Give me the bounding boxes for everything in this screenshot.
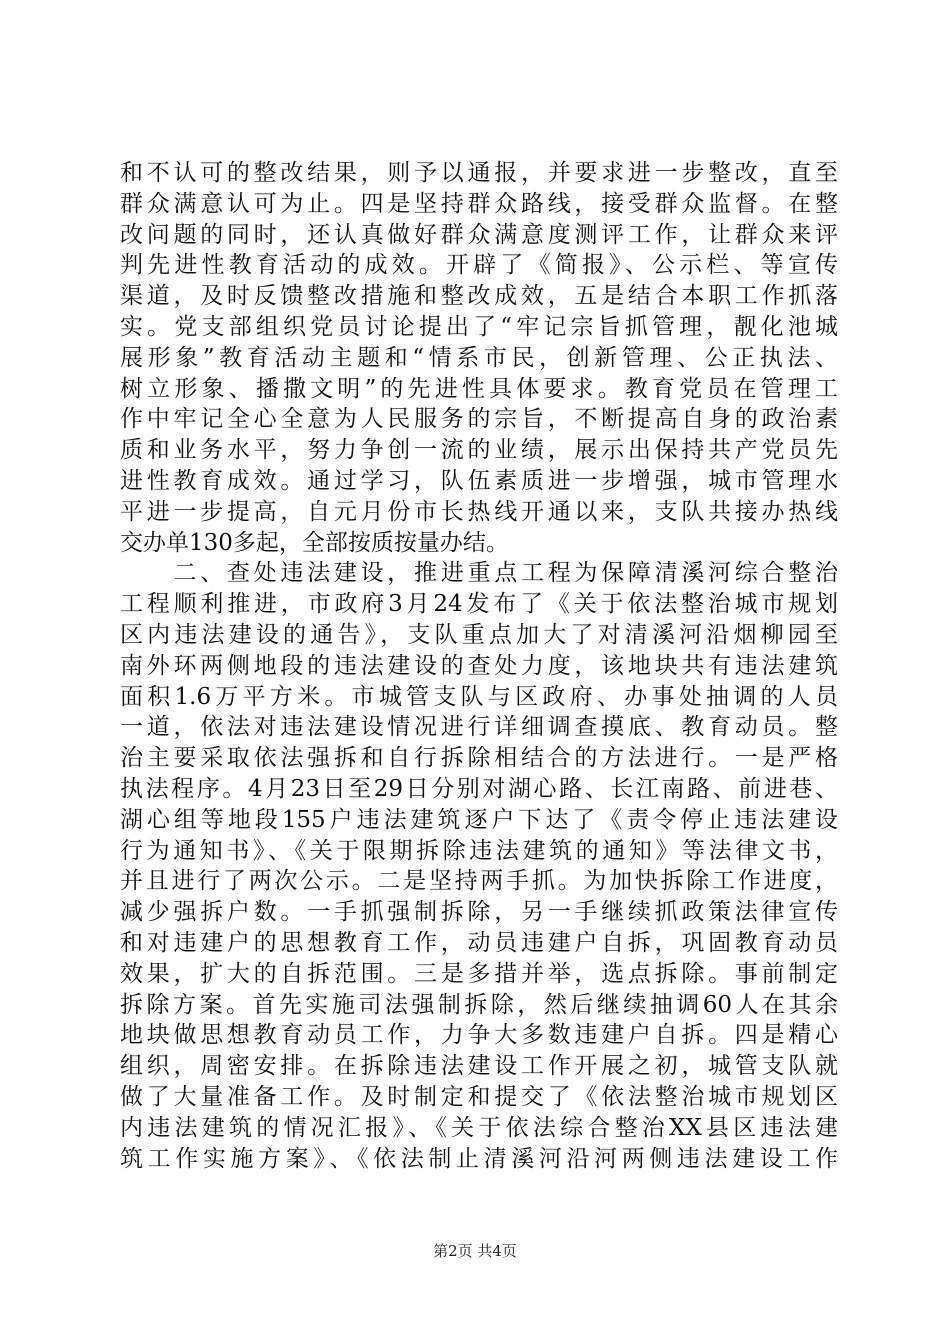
text-line: 湖心组等地段155户违法建筑逐户下达了《责令停止违法建设 bbox=[120, 806, 838, 833]
text-line: 作中牢记全心全意为人民服务的宗旨，不断提高自身的政治素 bbox=[120, 406, 838, 433]
text-line: 群众满意认可为止。四是坚持群众路线，接受群众监督。在整 bbox=[120, 190, 838, 217]
text-line: 执法程序。4月23日至29日分别对湖心路、长江南路、前进巷、 bbox=[120, 775, 838, 802]
text-line: 南外环两侧地段的违法建设的查处力度，该地块共有违法建筑 bbox=[120, 652, 838, 679]
text-line: 内违法建筑的情况汇报》、《关于依法综合整治XX县区违法建 bbox=[120, 1114, 838, 1141]
text-line: 治主要采取依法强拆和自行拆除相结合的方法进行。一是严格 bbox=[120, 745, 838, 772]
text-line: 做了大量准备工作。及时制定和提交了《依法整治城市规划区 bbox=[120, 1083, 838, 1110]
text-line: 地块做思想教育动员工作，力争大多数违建户自拆。四是精心 bbox=[120, 1022, 838, 1049]
document-body bbox=[120, 158, 838, 1174]
text-line: 和对违建户的思想教育工作，动员违建户自拆，巩固教育动员 bbox=[120, 929, 838, 956]
page-number: 第2页 共4页 bbox=[433, 1242, 517, 1260]
text-line: 效果，扩大的自拆范围。三是多措并举，选点拆除。事前制定 bbox=[120, 960, 838, 987]
text-line: 交办单130多起，全部按质按量办结。 bbox=[120, 529, 509, 556]
text-line: 面积1.6万平方米。市城管支队与区政府、办事处抽调的人员 bbox=[120, 683, 838, 710]
text-line: 渠道，及时反馈整改措施和整改成效，五是结合本职工作抓落 bbox=[120, 283, 838, 310]
text-line: 工程顺利推进，市政府3月24发布了《关于依法整治城市规划 bbox=[120, 591, 838, 618]
text-line: 区内违法建设的通告》，支队重点加大了对清溪河沿烟柳园至 bbox=[120, 621, 838, 648]
text-line: 判先进性教育活动的成效。开辟了《简报》、公示栏、等宣传 bbox=[120, 252, 838, 279]
text-line: 质和业务水平，努力争创一流的业绩，展示出保持共产党员先 bbox=[120, 437, 838, 464]
text-line: 进性教育成效。通过学习，队伍素质进一步增强，城市管理水 bbox=[120, 467, 838, 494]
text-line: 筑工作实施方案》、《依法制止清溪河沿河两侧违法建设工作 bbox=[120, 1145, 838, 1172]
text-line: 行为通知书》、《关于限期拆除违法建筑的通知》等法律文书， bbox=[120, 837, 838, 864]
text-line: 和不认可的整改结果，则予以通报，并要求进一步整改，直至 bbox=[120, 160, 838, 186]
text-line: 减少强拆户数。一手抓强制拆除，另一手继续抓政策法律宣传 bbox=[120, 899, 838, 926]
text-line: 展形象”教育活动主题和“情系市民，创新管理、公正执法、 bbox=[120, 344, 838, 371]
text-line: 改问题的同时，还认真做好群众满意度测评工作，让群众来评 bbox=[120, 221, 838, 248]
section-heading-line: 二、查处违法建设，推进重点工程为保障清溪河综合整治 bbox=[120, 560, 838, 587]
text-line: 一道，依法对违法建设情况进行详细调查摸底、教育动员。整 bbox=[120, 714, 838, 741]
text-line: 组织，周密安排。在拆除违法建设工作开展之初，城管支队就 bbox=[120, 1053, 838, 1080]
text-line: 并且进行了两次公示。二是坚持两手抓。为加快拆除工作进度， bbox=[120, 868, 838, 895]
text-line: 拆除方案。首先实施司法强制拆除，然后继续抽调60人在其余 bbox=[120, 991, 838, 1018]
text-line: 平进一步提高，自元月份市长热线开通以来，支队共接办热线 bbox=[120, 498, 838, 525]
text-line: 实。党支部组织党员讨论提出了“牢记宗旨抓管理，靓化池城 bbox=[120, 313, 838, 340]
text-line: 树立形象、播撒文明”的先进性具体要求。教育党员在管理工 bbox=[120, 375, 838, 402]
